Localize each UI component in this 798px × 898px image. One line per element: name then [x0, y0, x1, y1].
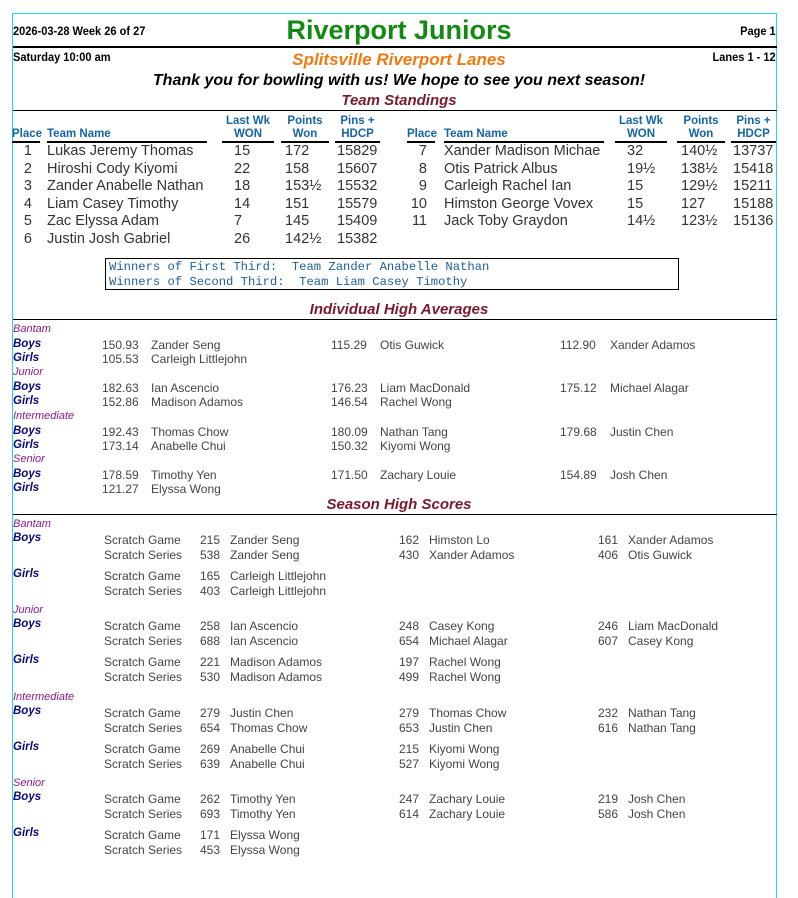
bowler-name: Anabelle Chui	[230, 757, 305, 771]
average-value: 112.90	[560, 338, 596, 352]
bowler-name: Xander Adamos	[610, 338, 696, 352]
scratch-game-label: Scratch Game	[104, 742, 181, 756]
scratch-game-label: Scratch Game	[104, 533, 181, 547]
score-value: 248	[399, 619, 420, 633]
average-value: 180.09	[331, 425, 368, 439]
scratch-series-label: Scratch Series	[104, 721, 183, 735]
bowler-name: Zachary Louie	[380, 468, 457, 482]
bowler-name: Timothy Yen	[230, 807, 296, 821]
bowler-name: Carleigh Littlejohn	[230, 584, 327, 598]
score-value: 246	[598, 619, 619, 633]
bowler-name: Himston Lo	[429, 533, 490, 547]
girls-label: Girls	[13, 827, 40, 839]
boys-label: Boys	[13, 425, 42, 437]
last-week-won: 26	[234, 231, 251, 247]
score-value: 653	[399, 721, 420, 735]
place: 7	[418, 143, 427, 159]
score-value: 654	[399, 634, 420, 648]
scratch-game-label: Scratch Game	[104, 569, 181, 583]
place: 5	[23, 213, 32, 230]
average-value: 171.50	[331, 468, 368, 482]
pins-hdcp: 15188	[733, 195, 774, 212]
header-line: Pins +	[340, 115, 375, 127]
boys-label: Boys	[13, 468, 42, 480]
scratch-series-label: Scratch Series	[104, 807, 183, 821]
bowler-name: Casey Kong	[429, 619, 495, 633]
bowler-name: Ian Ascencio	[230, 634, 299, 648]
girls-label: Girls	[13, 395, 40, 407]
bowler-name: Elyssa Wong	[230, 828, 300, 842]
winners-second-third: Winners of Second Third: Team Liam Casey Timothy	[109, 274, 468, 289]
bowler-name: Josh Chen	[610, 468, 668, 482]
place: 2	[23, 160, 32, 177]
score-value: 219	[598, 792, 619, 806]
last-week-won: 14½	[627, 213, 656, 230]
points-won: 158	[285, 160, 310, 177]
scratch-game-label: Scratch Game	[104, 828, 181, 842]
bowler-name: Liam MacDonald	[628, 619, 719, 633]
score-value: 688	[200, 634, 221, 648]
score-value: 430	[399, 548, 420, 562]
center-name: Splitsville Riverport Lanes	[292, 50, 506, 69]
boys-label: Boys	[13, 618, 42, 630]
place: 6	[23, 231, 32, 247]
bowler-name: Anabelle Chui	[230, 742, 305, 756]
division-label: Junior	[13, 366, 43, 378]
last-week-won: 15	[234, 143, 251, 159]
bowler-name: Rachel Wong	[429, 670, 501, 684]
header-line: Points	[683, 115, 719, 127]
bowler-name: Josh Chen	[628, 792, 686, 806]
score-value: 654	[200, 721, 221, 735]
score-value: 247	[399, 792, 420, 806]
score-value: 616	[598, 721, 619, 735]
bowler-name: Nathan Tang	[628, 706, 696, 720]
score-value: 232	[598, 706, 619, 720]
boys-label: Boys	[13, 338, 42, 350]
team-name: Liam Casey Timothy	[47, 195, 179, 212]
last-week-won: 7	[234, 213, 243, 230]
team-name: Hiroshi Cody Kiyomi	[47, 160, 178, 177]
points-won: 142½	[285, 231, 322, 247]
points-won: 151	[285, 195, 310, 212]
girls-label: Girls	[13, 439, 40, 451]
pins-hdcp: 15136	[733, 213, 774, 230]
points-won: 153½	[285, 178, 322, 195]
bowler-name: Carleigh Littlejohn	[151, 352, 248, 366]
header-rule	[13, 46, 777, 48]
scores-rule	[13, 514, 777, 515]
league-title: Riverport Juniors	[286, 15, 512, 45]
bowler-name: Thomas Chow	[429, 706, 507, 720]
scratch-game-label: Scratch Game	[104, 655, 181, 669]
score-value: 171	[200, 828, 221, 842]
score-value: 403	[200, 584, 221, 598]
division-label: Intermediate	[13, 410, 75, 422]
team-name: Justin Josh Gabriel	[47, 231, 171, 247]
average-value: 154.89	[560, 468, 597, 482]
bowler-name: Justin Chen	[610, 425, 674, 439]
points-won: 123½	[681, 213, 718, 230]
header-line: Points	[287, 115, 323, 127]
column-header-last-wk-won	[222, 115, 274, 143]
season-message: Thank you for bowling with us! We hope to see you next season!	[152, 72, 646, 89]
last-week-won: 18	[234, 178, 251, 195]
team-name: Lukas Jeremy Thomas	[47, 143, 194, 159]
average-value: 175.12	[560, 381, 597, 395]
bowler-name: Michael Alagar	[429, 634, 508, 648]
header-line: HDCP	[737, 128, 770, 140]
bowler-name: Nathan Tang	[380, 425, 448, 439]
bowler-name: Elyssa Wong	[151, 482, 221, 496]
bowler-name: Otis Guwick	[380, 338, 445, 352]
team-name: Carleigh Rachel Ian	[444, 178, 572, 195]
division-label: Bantam	[13, 518, 51, 530]
average-value: 173.14	[102, 439, 139, 453]
high-averages-title: Individual High Averages	[309, 301, 489, 318]
score-value: 165	[200, 569, 221, 583]
winners-box	[105, 258, 679, 290]
division-label: Senior	[13, 777, 45, 789]
bowler-name: Liam MacDonald	[380, 381, 471, 395]
last-week-won: 19½	[627, 160, 656, 177]
bowler-name: Kiyomi Wong	[429, 757, 500, 771]
score-value: 538	[200, 548, 221, 562]
points-won: 145	[285, 213, 310, 230]
bowler-name: Casey Kong	[628, 634, 694, 648]
scratch-series-label: Scratch Series	[104, 843, 183, 857]
header-line: Last Wk	[618, 115, 664, 127]
score-value: 693	[200, 807, 221, 821]
score-value: 639	[200, 757, 221, 771]
header-line: WON	[233, 128, 263, 140]
points-won: 140½	[681, 143, 718, 159]
score-value: 279	[399, 706, 420, 720]
winners-first-third: Winners of First Third: Team Zander Anabelle Nathan	[109, 260, 490, 274]
average-value: 176.23	[331, 381, 368, 395]
average-value: 192.43	[102, 425, 139, 439]
bowler-name: Thomas Chow	[151, 425, 229, 439]
header-line: Won	[688, 128, 714, 140]
team-name: Jack Toby Graydon	[444, 213, 568, 230]
scratch-game-label: Scratch Game	[104, 706, 181, 720]
bowler-name: Justin Chen	[230, 706, 294, 720]
average-value: 121.27	[102, 482, 139, 496]
score-value: 527	[399, 757, 420, 771]
column-header-place: Place	[407, 128, 435, 143]
score-value: 279	[200, 706, 221, 720]
score-value: 258	[200, 619, 221, 633]
bowler-name: Rachel Wong	[429, 655, 501, 669]
pins-hdcp: 15829	[337, 143, 378, 159]
bowler-name: Madison Adamos	[151, 395, 244, 409]
bowler-name: Kiyomi Wong	[429, 742, 500, 756]
score-value: 215	[399, 742, 420, 756]
score-value: 162	[399, 533, 420, 547]
bowler-name: Madison Adamos	[230, 655, 323, 669]
page-number: Page 1	[740, 24, 776, 38]
day-time: Saturday 10:00 am	[13, 50, 111, 64]
place: 8	[418, 160, 427, 177]
bowler-name: Anabelle Chui	[151, 439, 226, 453]
girls-label: Girls	[13, 741, 40, 753]
girls-label: Girls	[13, 654, 40, 666]
pins-hdcp: 15607	[337, 160, 378, 177]
pins-hdcp: 15418	[733, 160, 774, 177]
team-name: Zander Anabelle Nathan	[47, 178, 204, 195]
bowler-name: Nathan Tang	[628, 721, 696, 735]
average-value: 150.32	[331, 439, 368, 453]
score-value: 262	[200, 792, 221, 806]
bowler-name: Michael Alagar	[610, 381, 689, 395]
bowler-name: Zachary Louie	[429, 807, 506, 821]
average-value: 115.29	[331, 338, 367, 352]
header-line: Pins +	[736, 115, 771, 127]
column-header-pins-hdcp	[335, 115, 380, 143]
column-header-last-wk-won	[615, 115, 667, 143]
average-value: 105.53	[102, 352, 139, 366]
column-header-pins-hdcp	[731, 115, 776, 143]
average-value: 182.63	[102, 381, 139, 395]
girls-label: Girls	[13, 568, 40, 580]
scratch-series-label: Scratch Series	[104, 584, 183, 598]
last-week-won: 15	[627, 195, 644, 212]
scratch-game-label: Scratch Game	[104, 792, 181, 806]
bowler-name: Madison Adamos	[230, 670, 323, 684]
pins-hdcp: 15211	[733, 178, 773, 195]
girls-label: Girls	[13, 352, 40, 364]
score-value: 197	[399, 655, 420, 669]
average-value: 152.86	[102, 395, 139, 409]
team-name: Xander Madison Michae	[444, 143, 601, 159]
header-line: WON	[626, 128, 656, 140]
place: 1	[23, 143, 32, 159]
pins-hdcp: 13737	[733, 143, 774, 159]
last-week-won: 15	[627, 178, 644, 195]
place: 4	[23, 195, 32, 212]
header-line: Last Wk	[225, 115, 271, 127]
girls-label: Girls	[13, 482, 40, 494]
pins-hdcp: 15532	[337, 178, 378, 195]
score-value: 215	[200, 533, 221, 547]
bowler-name: Xander Adamos	[429, 548, 515, 562]
bowler-name: Rachel Wong	[380, 395, 452, 409]
scratch-series-label: Scratch Series	[104, 548, 183, 562]
score-value: 453	[200, 843, 221, 857]
average-value: 146.54	[331, 395, 368, 409]
team-name: Himston George Vovex	[444, 195, 594, 212]
bowler-name: Justin Chen	[429, 721, 493, 735]
bowler-name: Timothy Yen	[230, 792, 296, 806]
header-line: Won	[292, 128, 318, 140]
column-header-points-won	[281, 115, 329, 143]
bowler-name: Thomas Chow	[230, 721, 308, 735]
bowler-name: Zander Seng	[151, 338, 221, 352]
lanes: Lanes 1 - 12	[712, 50, 776, 64]
bowler-name: Carleigh Littlejohn	[230, 569, 327, 583]
standings-rule	[13, 110, 777, 111]
points-won: 172	[285, 143, 310, 159]
score-value: 406	[598, 548, 619, 562]
column-header-team-name: Team Name	[47, 128, 207, 143]
score-value: 614	[399, 807, 420, 821]
division-label: Bantam	[13, 323, 51, 335]
division-label: Junior	[13, 604, 43, 616]
averages-rule	[13, 319, 777, 320]
team-name: Zac Elyssa Adam	[47, 213, 160, 230]
scratch-series-label: Scratch Series	[104, 634, 183, 648]
column-header-points-won	[677, 115, 725, 143]
boys-label: Boys	[13, 532, 42, 544]
bowler-name: Xander Adamos	[628, 533, 714, 547]
pins-hdcp: 15382	[337, 231, 378, 247]
bowler-name: Kiyomi Wong	[380, 439, 451, 453]
pins-hdcp: 15409	[337, 213, 378, 230]
team-standings-title: Team Standings	[341, 92, 457, 109]
boys-label: Boys	[13, 791, 42, 803]
points-won: 129½	[681, 178, 718, 195]
scratch-game-label: Scratch Game	[104, 619, 181, 633]
season-high-scores-title: Season High Scores	[326, 496, 472, 513]
score-value: 530	[200, 670, 221, 684]
scratch-series-label: Scratch Series	[104, 757, 183, 771]
points-won: 127	[681, 195, 706, 212]
bowler-name: Timothy Yen	[151, 468, 217, 482]
average-value: 150.93	[102, 338, 139, 352]
bowler-name: Otis Guwick	[628, 548, 693, 562]
division-label: Senior	[13, 453, 45, 465]
place: 3	[23, 178, 32, 195]
column-header-team-name: Team Name	[444, 128, 604, 143]
score-value: 221	[200, 655, 221, 669]
bowler-name: Zander Seng	[230, 548, 300, 562]
bowler-name: Ian Ascencio	[230, 619, 299, 633]
boys-label: Boys	[13, 381, 42, 393]
score-value: 269	[200, 742, 221, 756]
bowler-name: Zander Seng	[230, 533, 300, 547]
average-value: 178.59	[102, 468, 139, 482]
average-value: 179.68	[560, 425, 597, 439]
scratch-series-label: Scratch Series	[104, 670, 183, 684]
bowler-name: Ian Ascencio	[151, 381, 220, 395]
column-header-place: Place	[12, 128, 40, 143]
points-won: 138½	[681, 160, 718, 177]
place: 9	[418, 178, 427, 195]
score-value: 607	[598, 634, 619, 648]
header-line: HDCP	[341, 128, 374, 140]
score-value: 499	[399, 670, 420, 684]
bowler-name: Zachary Louie	[429, 792, 506, 806]
last-week-won: 14	[234, 195, 251, 212]
boys-label: Boys	[13, 705, 42, 717]
score-value: 586	[598, 807, 619, 821]
pins-hdcp: 15579	[337, 195, 378, 212]
division-label: Intermediate	[13, 691, 75, 703]
team-name: Otis Patrick Albus	[444, 160, 558, 177]
score-value: 161	[598, 533, 619, 547]
last-week-won: 22	[234, 160, 251, 177]
last-week-won: 32	[627, 143, 644, 159]
place: 10	[410, 195, 427, 212]
bowler-name: Josh Chen	[628, 807, 686, 821]
date-week: 2026-03-28 Week 26 of 27	[13, 24, 146, 38]
bowler-name: Elyssa Wong	[230, 843, 300, 857]
place: 11	[411, 213, 427, 230]
